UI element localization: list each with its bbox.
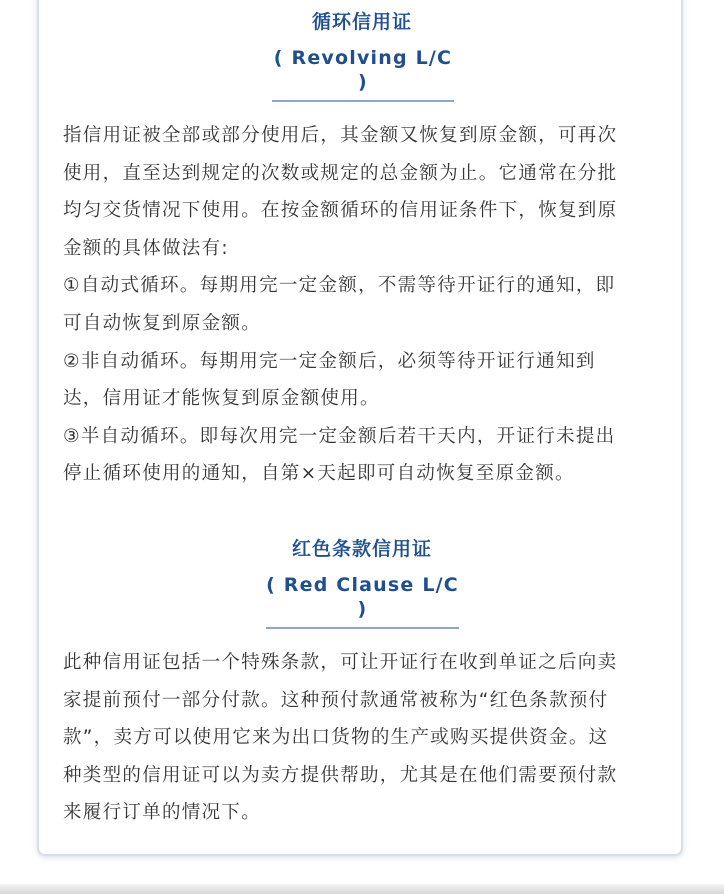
text-line: 可自动恢复到原金额。 bbox=[63, 312, 262, 334]
section-subtitle-revolving: ( Revolving L/C ) bbox=[272, 46, 454, 102]
text-line: 均匀交货情况下使用。在按金额循环的信用证条件下，恢复到原 bbox=[63, 200, 618, 222]
text-line: 达，信用证才能恢复到原金额使用。 bbox=[63, 388, 380, 410]
text-line: 家提前预付一部分付款。这种预付款通常被称为“红色条款预付 bbox=[63, 689, 609, 711]
paragraph-red-clause bbox=[63, 644, 663, 832]
text-line: 指信用证被全部或部分使用后，其金额又恢复到原金额，可再次 bbox=[63, 125, 618, 146]
paragraph-revolving bbox=[63, 117, 663, 493]
text-line: 金额的具体做法有: bbox=[63, 237, 229, 259]
text-line: 停止循环使用的通知，自第×天起即可自动恢复至原金额。 bbox=[63, 463, 575, 485]
text-line: 款”，卖方可以使用它来为出口货物的生产或购买提供资金。这 bbox=[63, 727, 609, 749]
text-line: 种类型的信用证可以为卖方提供帮助，尤其是在他们需要预付款 bbox=[63, 764, 618, 786]
section-title-red-clause: 红色条款信用证 bbox=[291, 538, 432, 560]
text-line: 使用，直至达到规定的次数或规定的总金额为止。它通常在分批 bbox=[63, 162, 618, 184]
text-line: ②非自动循环。每期用完一定金额后，必须等待开证行通知到 bbox=[63, 350, 596, 372]
section-subtitle-red-clause: ( Red Clause L/C ) bbox=[266, 573, 459, 629]
text-line: ③半自动循环。即每次用完一定金额后若干天内，开证行未提出 bbox=[63, 425, 616, 447]
text-line: 来履行订单的情况下。 bbox=[63, 802, 262, 824]
text-line: 此种信用证包括一个特殊条款，可让开证行在收到单证之后向卖 bbox=[63, 652, 618, 673]
bottom-divider bbox=[0, 884, 724, 894]
text-line: ①自动式循环。每期用完一定金额，不需等待开证行的通知，即 bbox=[63, 275, 616, 297]
section-title-revolving: 循环信用证 bbox=[311, 11, 412, 33]
